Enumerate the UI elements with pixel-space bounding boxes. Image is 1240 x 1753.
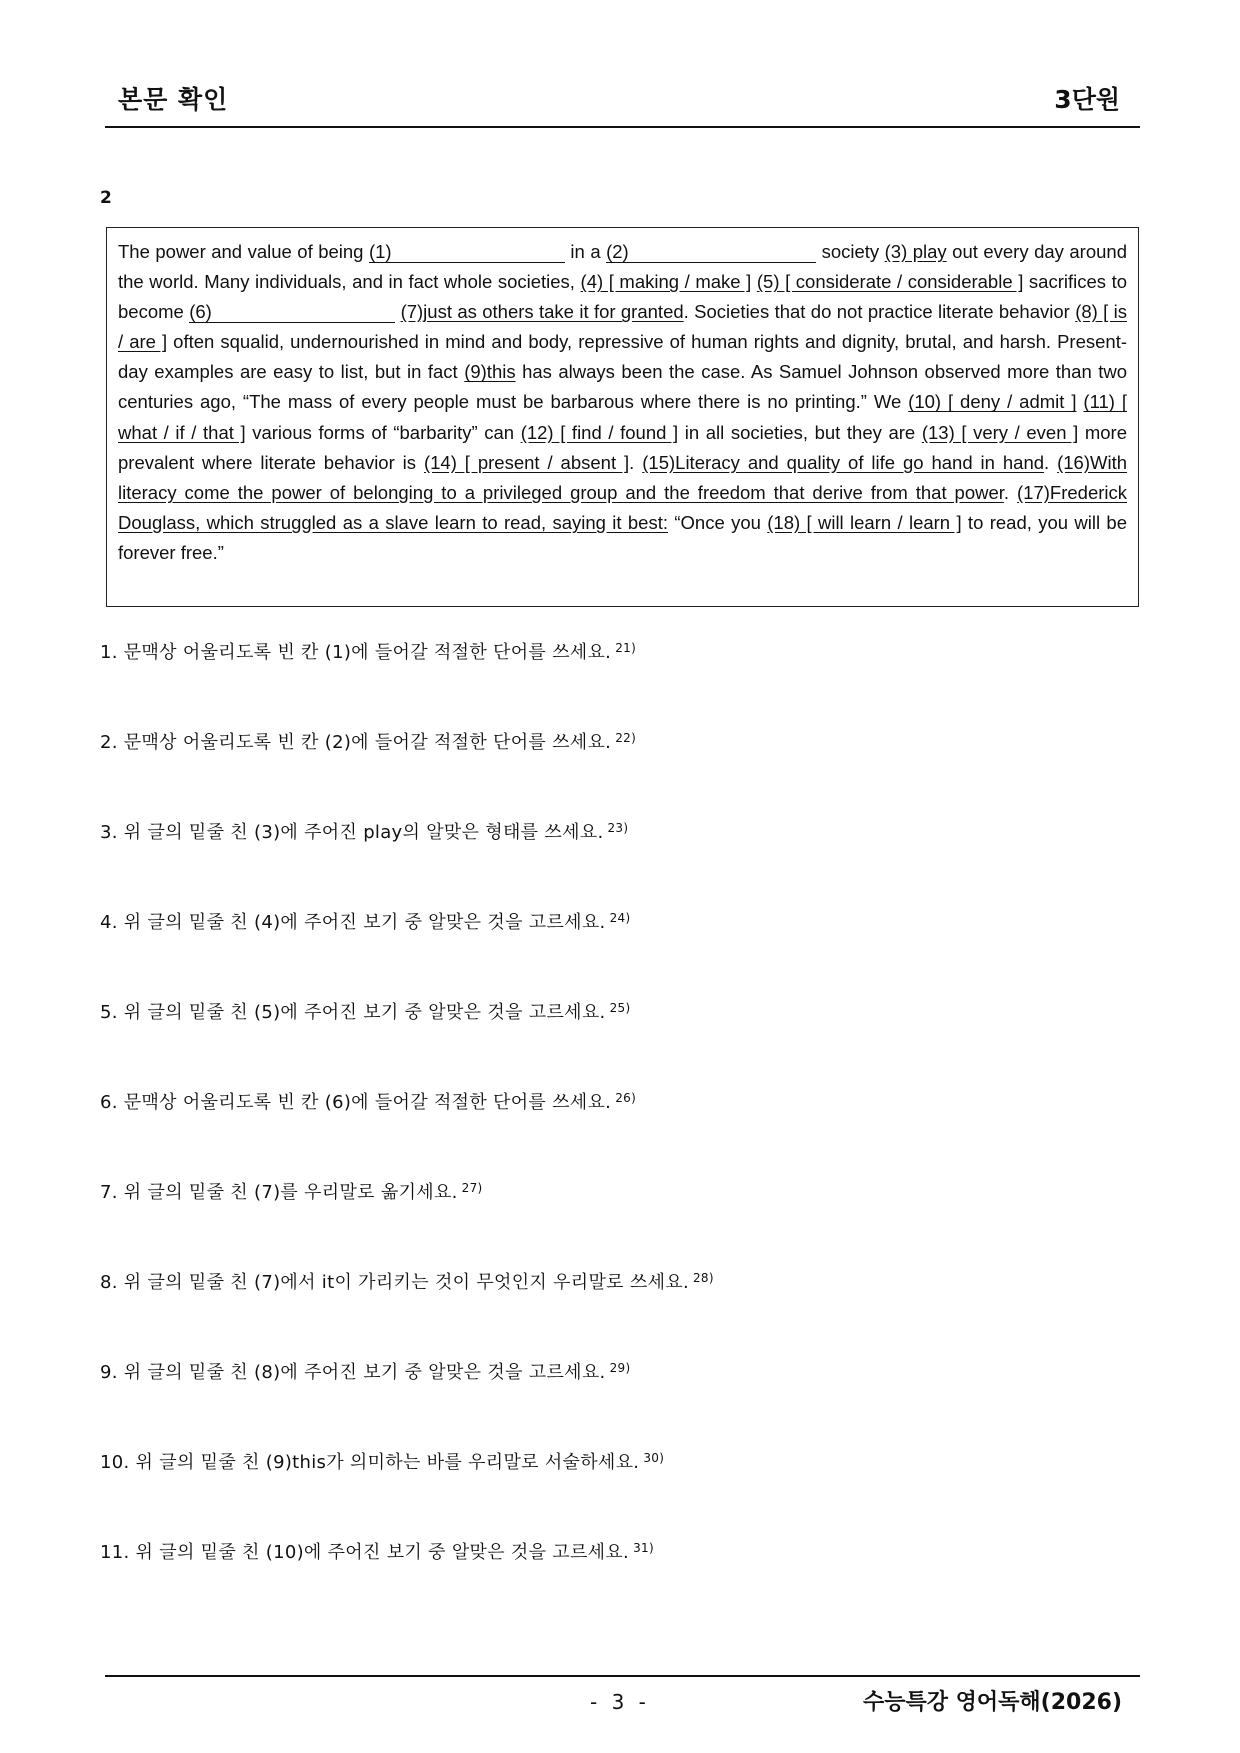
underlined-9: (9)this (464, 361, 516, 383)
underlined-4: (4) [ making / make ] (580, 271, 752, 293)
footnote-ref: 23) (607, 821, 629, 835)
question-item: 1. 문맥상 어울리도록 빈 칸 (1)에 들어갈 적절한 단어를 쓰세요. $^{21)}$ (100, 641, 637, 663)
question-item: 7. 위 글의 밑줄 친 (7)를 우리말로 옮기세요. $^{27)}$ (100, 1181, 483, 1203)
question-number: 2 (100, 188, 112, 208)
footnote-ref: 25) (609, 1001, 631, 1015)
question-item: 5. 위 글의 밑줄 친 (5)에 주어진 보기 중 알맞은 것을 고르세요. $^{25)}$ (100, 1001, 631, 1023)
question-item: 9. 위 글의 밑줄 친 (8)에 주어진 보기 중 알맞은 것을 고르세요. $^{29)}$ (100, 1361, 631, 1383)
blank-6: (6) (189, 302, 395, 323)
footnote-ref: 21) (615, 641, 637, 655)
footnote-ref: 26) (615, 1091, 637, 1105)
passage-text: to read, you will be forever free.” (118, 511, 1127, 563)
underlined-5: (5) [ considerate / considerable ] (756, 271, 1024, 293)
passage-text: often squalid, undernourished in mind and body, repressive of human rights and dignity, brutal, and harsh. Present-day examples are easy to list, but in fact (118, 331, 1127, 383)
passage-text: “Once you (668, 511, 768, 533)
footnote-ref: 24) (609, 911, 631, 925)
page-header-unit: 3단원 (1054, 85, 1120, 114)
passage-text: in a (564, 241, 607, 262)
passage-box: The power and value of being (1) in a (2) society (3) play out every day around the world. Many individuals, and in fact whole societies, (4) [ making / make ] (5) [ considerate / considerable ] sacrifices to become (6) (7)just as others take it for granted. Societies that do not practice literate behavior (8) [ is / are ] often squalid, undernourished in mind and body, repressive of human rights and dignity, brutal, and harsh. Present-day examples are easy to list, but in fact (9)this has always been the case. As Samuel Johnson observed more than two centuries ago, “The mass of every people must be barbarous where there is no printing.” We (10) [ deny / admit ] (11) [ what / if / that ] various forms of “barbarity” can (12) [ find / found ] in all societies, but they are (13) [ very / even ] more prevalent where literate behavior is (14) [ present / absent ]. (15)Literacy and quality of life go hand in hand. (16)With literacy come the power of belonging to a privileged group and the freedom that derive from that power. (17)Frederick Douglass, which struggled as a slave learn to read, saying it best: “Once you (18) [ will learn / learn ] to read, you will be forever free.” (106, 227, 1139, 607)
footnote-ref: 31) (633, 1541, 654, 1555)
passage-text: in all societies, but they are (678, 421, 922, 443)
question-item: 4. 위 글의 밑줄 친 (4)에 주어진 보기 중 알맞은 것을 고르세요. $^{24)}$ (100, 911, 631, 933)
blank-1: (1) (369, 242, 565, 263)
underlined-16: (16)With literacy come the power of belonging to a privileged group and the freedom that derive from that power (118, 451, 1128, 503)
underlined-18: (18) [ will learn / learn ] (767, 511, 962, 533)
question-item: 8. 위 글의 밑줄 친 (7)에서 it이 가리키는 것이 무엇인지 우리말로 쓰세요. $^{28)}$ (100, 1271, 714, 1293)
underlined-11: (11) [ what / if / that ] (118, 391, 1127, 443)
underlined-13: (13) [ very / even ] (921, 421, 1079, 443)
footer-divider (105, 1675, 1140, 1677)
passage-text: The power and value of being (118, 241, 369, 262)
underlined-7: (7)just as others take it for granted (400, 301, 684, 323)
footnote-ref: 28) (692, 1271, 714, 1285)
footnote-ref: 27) (461, 1181, 483, 1195)
underlined-14: (14) [ present / absent ] (423, 451, 630, 473)
header-divider (105, 126, 1140, 128)
passage-text: . Societies that do not practice literate behavior (683, 301, 1076, 323)
footnote-ref: 29) (609, 1361, 631, 1375)
passage-text: sacrifices to become (118, 271, 1128, 323)
question-item: 10. 위 글의 밑줄 친 (9)this가 의미하는 바를 우리말로 서술하세요. $^{30)}$ (100, 1451, 665, 1473)
passage-text: various forms of “barbarity” can (245, 421, 521, 443)
question-item: 6. 문맥상 어울리도록 빈 칸 (6)에 들어갈 적절한 단어를 쓰세요. $^{26)}$ (100, 1091, 637, 1113)
footnote-ref: 30) (643, 1451, 665, 1465)
underlined-17: (17)Frederick Douglass, which struggled as a slave learn to read, saying it best: (118, 481, 1127, 533)
passage-text: has always been the case. As Samuel Johnson observed more than two centuries ago, “The mass of every people must be barbarous where there is no printing.” We (118, 361, 1127, 413)
underlined-10: (10) [ deny / admit ] (908, 391, 1077, 413)
footer-book-title: 수능특강 영어독해(2026) (862, 1690, 1122, 1715)
page-header-title: 본문 확인 (118, 85, 229, 114)
question-item: 3. 위 글의 밑줄 친 (3)에 주어진 play의 알맞은 형태를 쓰세요. $^{23)}$ (100, 821, 629, 843)
underlined-15: (15)Literacy and quality of life go hand in hand (642, 451, 1045, 473)
question-item: 2. 문맥상 어울리도록 빈 칸 (2)에 들어갈 적절한 단어를 쓰세요. $^{22)}$ (100, 731, 637, 753)
page-number: - 3 - (590, 1690, 650, 1714)
passage-text: society (816, 241, 885, 262)
blank-2: (2) (606, 242, 816, 263)
underlined-12: (12) [ find / found ] (520, 421, 679, 443)
question-item: 11. 위 글의 밑줄 친 (10)에 주어진 보기 중 알맞은 것을 고르세요. $^{31)}$ (100, 1541, 654, 1563)
passage-text: out every day around the world. Many individuals, and in fact whole societies, (118, 241, 1127, 293)
underlined-8: (8) [ is / are ] (118, 301, 1128, 353)
footnote-ref: 22) (615, 731, 637, 745)
passage-text: more prevalent where literate behavior is (118, 421, 1127, 473)
underlined-3: (3) play (884, 241, 947, 262)
